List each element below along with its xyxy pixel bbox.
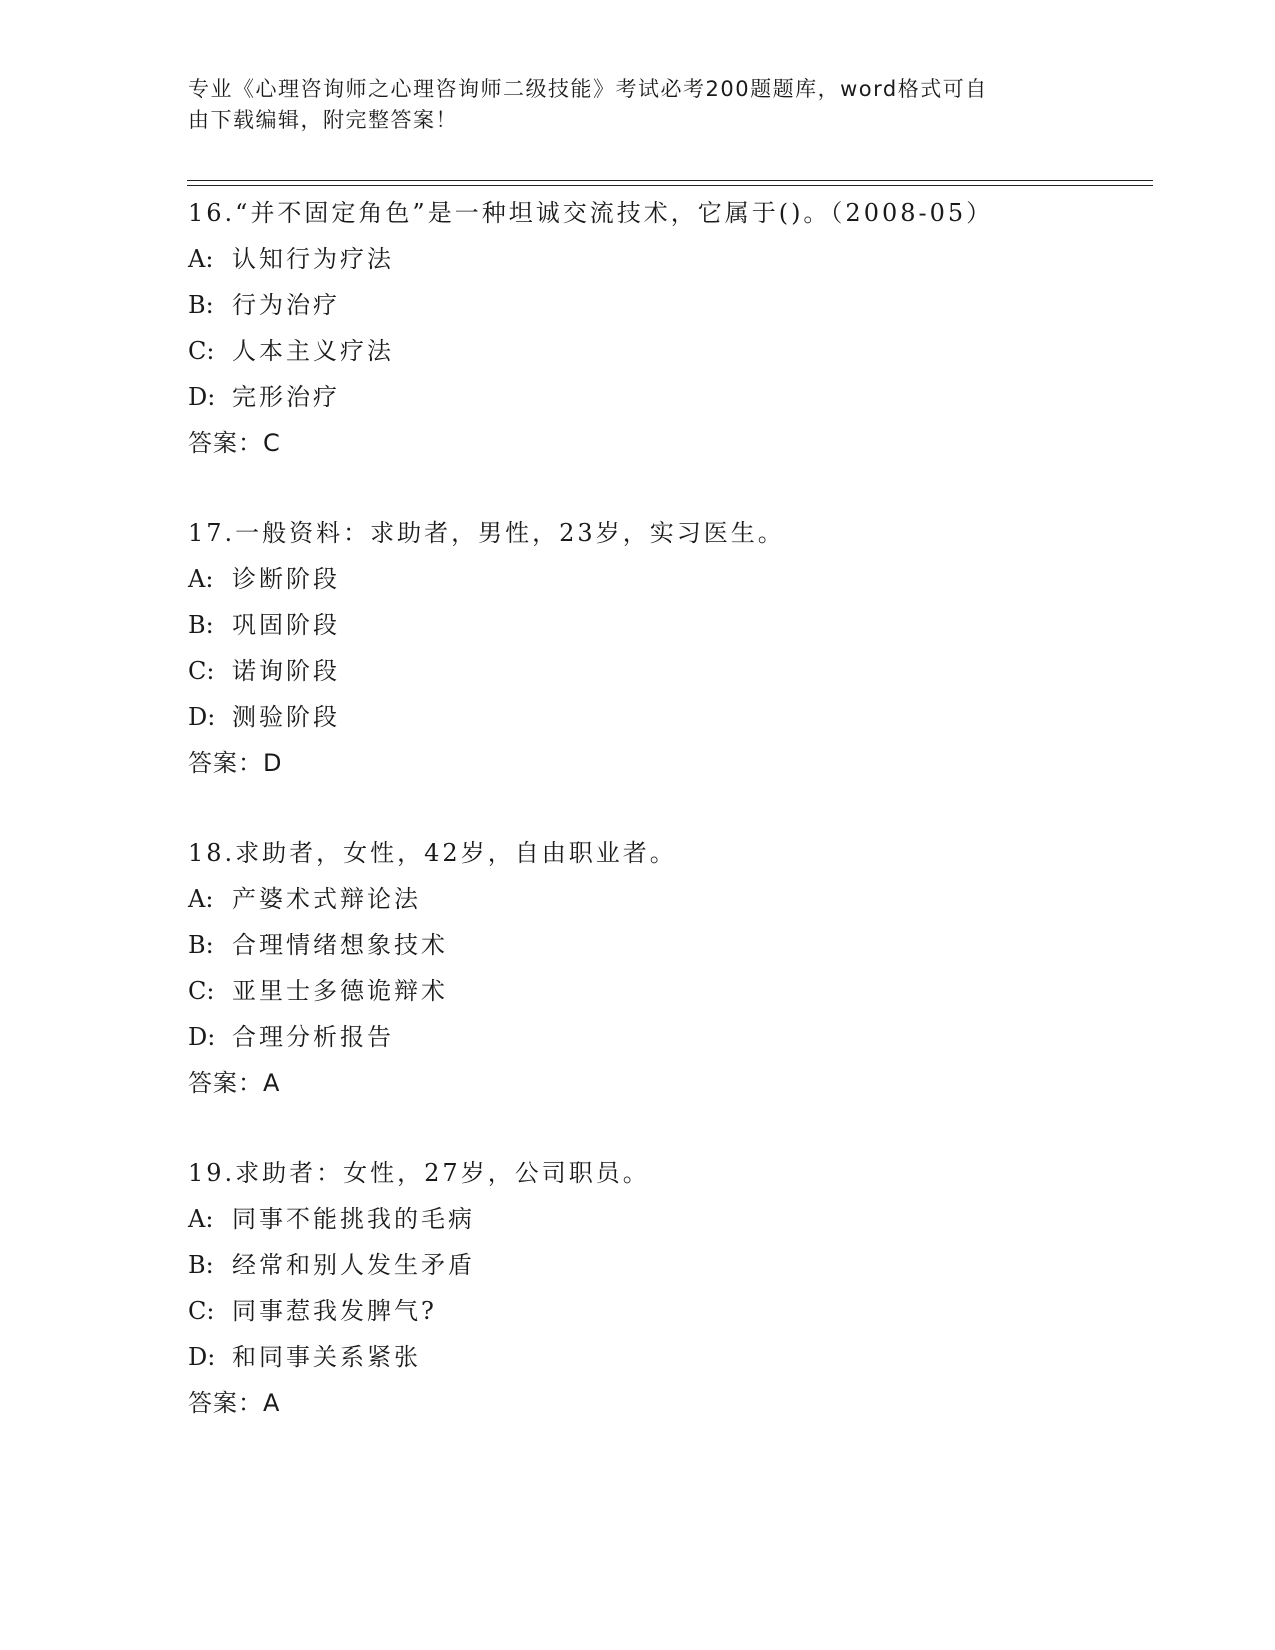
option-tag: D: <box>188 383 216 411</box>
option-d <box>188 374 1148 420</box>
option-a <box>188 556 1148 602</box>
option-c <box>188 328 1148 374</box>
option-tag: B: <box>188 291 214 319</box>
question-17 <box>188 510 1148 786</box>
option-text: 合理分析报告 <box>232 1023 394 1051</box>
option-d <box>188 1014 1148 1060</box>
option-b <box>188 922 1148 968</box>
option-tag: C: <box>188 657 215 685</box>
question-stem: 19.求助者：女性，27岁，公司职员。 <box>188 1159 650 1187</box>
option-tag: A: <box>188 565 214 593</box>
option-c <box>188 1288 1148 1334</box>
option-a <box>188 876 1148 922</box>
header-line-2: 由下载编辑，附完整答案！ <box>188 108 458 132</box>
option-text: 经常和别人发生矛盾 <box>232 1251 475 1279</box>
question-19 <box>188 1150 1148 1426</box>
option-text: 同事惹我发脾气? <box>232 1297 437 1325</box>
option-b <box>188 282 1148 328</box>
answer-line: 答案：C <box>188 429 281 457</box>
option-text: 认知行为疗法 <box>232 245 394 273</box>
option-d <box>188 694 1148 740</box>
header-divider-bottom <box>187 185 1153 186</box>
option-text: 和同事关系紧张 <box>232 1343 421 1371</box>
option-tag: D: <box>188 1023 216 1051</box>
option-tag: B: <box>188 931 214 959</box>
option-text: 产婆术式辩论法 <box>232 885 421 913</box>
option-a <box>188 1196 1148 1242</box>
option-tag: A: <box>188 1205 214 1233</box>
option-d <box>188 1334 1148 1380</box>
option-text: 完形治疗 <box>232 383 340 411</box>
option-b <box>188 1242 1148 1288</box>
answer-line: 答案：D <box>188 749 283 777</box>
option-text: 诺询阶段 <box>232 657 340 685</box>
option-tag: C: <box>188 1297 215 1325</box>
option-c <box>188 968 1148 1014</box>
option-b <box>188 602 1148 648</box>
option-text: 人本主义疗法 <box>232 337 394 365</box>
option-tag: C: <box>188 337 215 365</box>
option-tag: B: <box>188 611 214 639</box>
question-18 <box>188 830 1148 1106</box>
option-tag: D: <box>188 1343 216 1371</box>
option-text: 诊断阶段 <box>232 565 340 593</box>
question-stem: 17.一般资料：求助者，男性，23岁，实习医生。 <box>188 519 785 547</box>
option-text: 亚里士多德诡辩术 <box>232 977 448 1005</box>
answer-line: 答案：A <box>188 1389 281 1417</box>
option-tag: A: <box>188 885 214 913</box>
answer-line: 答案：A <box>188 1069 281 1097</box>
option-tag: A: <box>188 245 214 273</box>
option-tag: B: <box>188 1251 214 1279</box>
option-a <box>188 236 1148 282</box>
option-tag: D: <box>188 703 216 731</box>
question-stem: 18.求助者，女性，42岁，自由职业者。 <box>188 839 677 867</box>
header-divider-top <box>187 180 1153 181</box>
option-c <box>188 648 1148 694</box>
header-line-1: 专业《心理咨询师之心理咨询师二级技能》考试必考200题题库，word格式可自 <box>188 77 988 101</box>
option-tag: C: <box>188 977 215 1005</box>
question-16 <box>188 190 1148 466</box>
document-header <box>188 74 1088 136</box>
option-text: 测验阶段 <box>232 703 340 731</box>
option-text: 行为治疗 <box>232 291 340 319</box>
question-stem: 16.“并不固定角色”是一种坦诚交流技术，它属于()。（2008-05） <box>188 199 994 227</box>
option-text: 合理情绪想象技术 <box>232 931 448 959</box>
option-text: 同事不能挑我的毛病 <box>232 1205 475 1233</box>
option-text: 巩固阶段 <box>232 611 340 639</box>
